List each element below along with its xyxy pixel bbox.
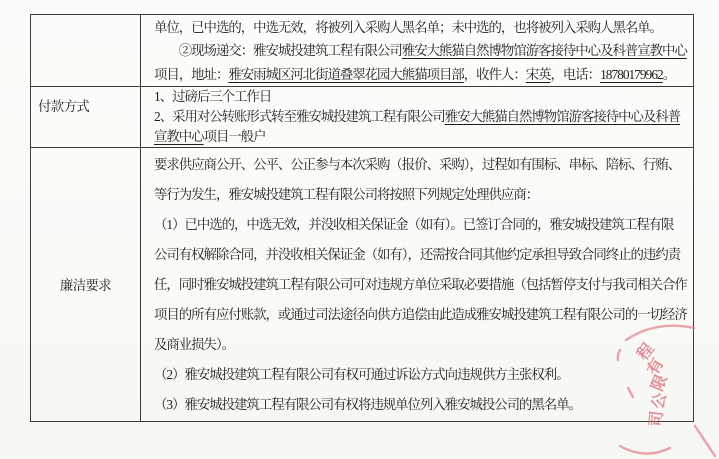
row-content-cell	[141, 15, 693, 86]
text-line	[154, 63, 689, 86]
underlined-text: 宣教中心	[154, 129, 204, 145]
row-label: 廉洁要求	[59, 278, 112, 293]
seal-character: 有	[644, 355, 668, 379]
text-line	[154, 240, 689, 270]
underlined-text: 宋英	[525, 66, 551, 82]
text-segment: 等行为发生，雅安城投建筑工程有限公司将按照下列规定处理供应商：	[154, 187, 539, 202]
seal-arc-bottom	[620, 446, 670, 454]
text-line	[154, 87, 689, 107]
table-row-payment-method	[31, 86, 693, 147]
row-label-cell	[31, 87, 141, 147]
text-line	[154, 270, 689, 300]
text-segment: ，收件人：	[463, 66, 526, 82]
text-segment: 1、过磅后三个工作日	[154, 89, 272, 104]
text-line	[154, 16, 689, 39]
text-line	[154, 390, 689, 420]
seal-character: 公	[649, 391, 671, 411]
text-segment: 任，同时雅安城投建筑工程有限公司可对违规方单位采取必要措施（包括暂停支付与我司相关合作	[154, 277, 687, 292]
text-line	[154, 210, 689, 240]
row-label: 付款方式	[38, 99, 90, 114]
text-line	[154, 330, 689, 360]
text-segment: 及商业损失）。	[154, 337, 235, 352]
text-segment: （1）已中选的，中选无效，并没收相关保证金（如有）。已签订合同的，雅安城投建筑工程有限	[154, 217, 674, 232]
text-segment: 项目，地址：	[154, 66, 229, 82]
procurement-table	[30, 14, 694, 422]
table-row-continuation	[31, 15, 693, 86]
seal-character: 限	[649, 372, 671, 394]
text-segment: 公司有权解除合同，并没收相关保证金（如有），还需按合同其他约定承担导致合同终止的违约责	[154, 247, 681, 262]
text-segment: ②现场递交：雅安城投建筑工程有限公司	[154, 43, 402, 59]
text-segment: ，电话：	[550, 66, 601, 82]
text-segment: （3）雅安城投建筑工程有限公司有权将违规单位列入雅安城投公司的黑名单。	[154, 397, 581, 412]
underlined-text: 雅安雨城区河北街道叠翠花园大熊猫项目部	[228, 66, 464, 82]
text-segment: 要求供应商公开、公平、公正参与本次采购（报价、采购），过程如有围标、串标、陪标、行贿、	[154, 157, 681, 172]
seal-stroke-corner	[695, 426, 715, 456]
text-segment: 2、采用对公转账形式转至雅安城投建筑工程有限公司	[154, 109, 445, 125]
row-label-cell	[31, 15, 141, 86]
seal-character: 程	[634, 340, 658, 364]
text-line	[154, 300, 689, 330]
text-line	[154, 360, 689, 390]
text-segment: 。	[662, 66, 676, 82]
text-segment: （2）雅安城投建筑工程有限公司有权可通过诉讼方式向违规供方主张权利。	[154, 367, 569, 382]
underlined-text: 雅安大熊猫自然博物馆游客接待中心及科普	[444, 109, 681, 125]
row-content-cell	[141, 148, 693, 421]
underlined-text: 18780179962	[600, 66, 663, 82]
row-content-cell	[141, 87, 693, 147]
text-segment: 项目的所有应付账款，或通过司法途径向供方追偿由此造成雅安城投建筑工程有限公司的一切经济	[154, 307, 687, 322]
row-label-cell	[31, 148, 141, 421]
text-segment: 单位，已中选的，中选无效，将被列入采购人黑名单；未中选的，也将被列入采购人黑名单。	[154, 20, 663, 35]
text-line	[154, 39, 689, 62]
seal-character: 司	[647, 410, 667, 428]
text-line	[154, 150, 689, 180]
text-line	[154, 127, 689, 147]
underlined-text: 雅安大熊猫自然博物馆游客接待中心及科普宣教中心	[401, 43, 687, 59]
text-line	[154, 107, 689, 127]
text-segment: 项目一般户	[203, 129, 266, 145]
table-row-integrity-requirements	[31, 147, 693, 421]
text-line	[154, 180, 689, 210]
